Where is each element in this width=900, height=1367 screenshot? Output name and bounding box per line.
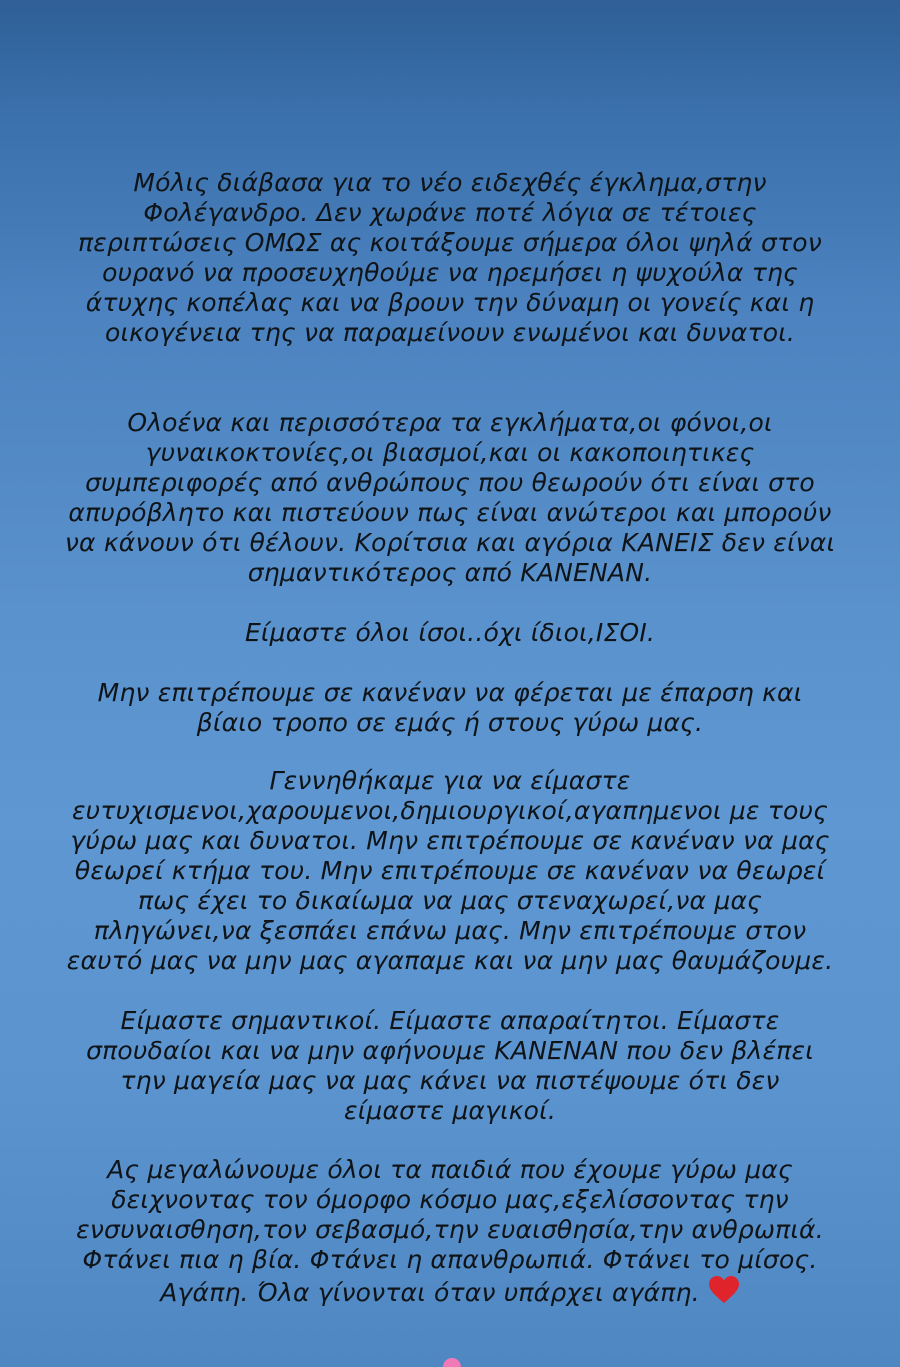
text-line-with-heart: [18, 1275, 882, 1308]
text-line: γυναικοκτονίες,οι βιασμοί,και οι κακοποιητικες: [145, 438, 755, 467]
text-line: Φολέγανδρο. Δεν χωράνε ποτέ λόγια σε τέτοιες: [143, 198, 757, 227]
paragraph-3: [18, 618, 882, 648]
text-line: την μαγεία μας να μας κάνει να πιστέψουμε ότι δεν: [120, 1066, 780, 1095]
paragraph-1: [18, 168, 882, 348]
text-line: πληγώνει,να ξεσπάει επάνω μας. Μην επιτρέπουμε στον: [93, 916, 807, 945]
text-line: περιπτώσεις ΟΜΩΣ ας κοιτάξουμε σήμερα όλοι ψηλά στον: [78, 228, 822, 257]
text-line: Γεννηθήκαμε για να είμαστε: [269, 766, 631, 795]
paragraph-4: [18, 678, 882, 738]
paragraph-6: [18, 1006, 882, 1126]
paragraph-2: [18, 408, 882, 588]
text-line: απυρόβλητο και πιστεύουν πως είναι ανώτεροι και μπορούν: [68, 498, 832, 527]
text-line: σπουδαίοι και να μην αφήνουμε ΚΑΝΕΝΑΝ που δεν βλέπει: [86, 1036, 814, 1065]
text-line: ενσυναισθηση,τον σεβασμό,την ευαισθησία,την ανθρωπιά.: [76, 1215, 824, 1244]
text-line: ευτυχισμενοι,χαρουμενοι,δημιουργικοί,αγαπημενοι με τους: [71, 796, 829, 825]
text-line: Φτάνει πια η βία. Φτάνει η απανθρωπιά. Φτάνει το μίσος.: [82, 1245, 818, 1274]
text-line: είμαστε μαγικοί.: [344, 1096, 556, 1125]
text-line: συμπεριφορές από ανθρώπους που θεωρούν ότι είναι στο: [85, 468, 815, 497]
paragraph-5: [18, 766, 882, 976]
bottom-pink-dot: [443, 1358, 461, 1367]
text-line: δειχνοντας τον όμορφο κόσμο μας,εξελίσσοντας την: [111, 1185, 789, 1214]
text-line: εαυτό μας να μην μας αγαπαμε και να μην μας θαυμάζουμε.: [66, 946, 834, 975]
text-line: Μόλις διάβασα για το νέο ειδεχθές έγκλημα,στην: [133, 168, 767, 197]
text-line: Είμαστε όλοι ίσοι..όχι ίδιοι,ΙΣΟΙ.: [244, 618, 656, 647]
text-line: πως έχει το δικαίωμα να μας στεναχωρεί,να μας: [137, 886, 763, 915]
text-line: να κάνουν ότι θέλουν. Κορίτσια και αγόρια ΚΑΝΕΙΣ δεν είναι: [64, 528, 836, 557]
text-line: ουρανό να προσευχηθούμε να ηρεμήσει η ψυχούλα της: [102, 258, 798, 287]
text-line: Μην επιτρέπουμε σε κανέναν να φέρεται με έπαρση και: [97, 678, 803, 707]
red-heart-icon: [708, 1275, 740, 1305]
text-line: άτυχης κοπέλας και να βρουν την δύναμη οι γονείς και η: [85, 288, 815, 317]
text-line: γύρω μας και δυνατοι. Μην επιτρέπουμε σε κανέναν να μας: [70, 826, 830, 855]
text-line: θεωρεί κτήμα του. Μην επιτρέπουμε σε κανέναν να θεωρεί: [74, 856, 826, 885]
text-line: Ας μεγαλώνουμε όλοι τα παιδιά που έχουμε γύρω μας: [107, 1155, 793, 1184]
text-line: οικογένεια της να παραμείνουν ενωμένοι και δυνατοι.: [104, 318, 796, 347]
text-line: Είμαστε σημαντικοί. Είμαστε απαραίτητοι. Είμαστε: [120, 1006, 780, 1035]
text-line: Ολοένα και περισσότερα τα εγκλήματα,οι φόνοι,οι: [127, 408, 773, 437]
text-line: σημαντικότερος από ΚΑΝΕΝΑΝ.: [247, 558, 653, 587]
paragraph-7: [18, 1155, 882, 1308]
text-line: Αγάπη. Όλα γίνονται όταν υπάρχει αγάπη.: [160, 1278, 700, 1307]
text-line: βίαιο τροπο σε εμάς ή στους γύρω μας.: [196, 708, 704, 737]
